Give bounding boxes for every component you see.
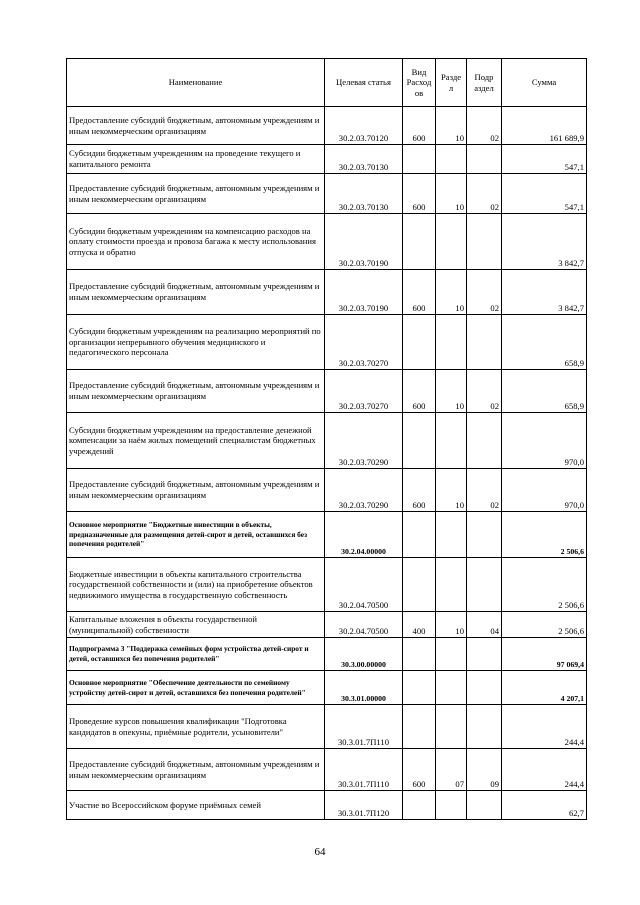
row-pr: 02 (467, 270, 502, 315)
row-rz: 10 (436, 270, 467, 315)
row-pr: 02 (467, 370, 502, 413)
table-row (67, 370, 587, 413)
row-rz: 10 (436, 612, 467, 638)
row-rz (436, 638, 467, 671)
header-row (67, 59, 587, 107)
table-row (67, 174, 587, 214)
row-vr: 600 (403, 469, 436, 512)
table-row (67, 638, 587, 671)
row-pr (467, 315, 502, 370)
row-sum: 970,0 (502, 413, 587, 469)
row-vr (403, 705, 436, 749)
row-sum: 970,0 (502, 469, 587, 512)
row-sum: 2 506,6 (502, 612, 587, 638)
row-sum: 62,7 (502, 791, 587, 820)
row-target: 30.2.03.70130 (325, 145, 403, 174)
row-pr (467, 145, 502, 174)
table-row (67, 558, 587, 612)
row-sum: 547,1 (502, 174, 587, 214)
row-target: 30.2.03.70130 (325, 174, 403, 214)
row-name: Основное мероприятие "Бюджетные инвестиции в объекты, предназначенные для размещения детей-сирот и детей, оставшихся без попечения родителей" (67, 512, 325, 558)
row-name: Предоставление субсидий бюджетным, автономным учреждениям и иным некоммерческим организациям (67, 469, 325, 512)
row-target: 30.3.01.7П110 (325, 705, 403, 749)
table-row (67, 107, 587, 145)
row-pr (467, 638, 502, 671)
table-row (67, 512, 587, 558)
header-sum: Сумма (502, 59, 587, 107)
row-rz (436, 413, 467, 469)
row-target: 30.3.01.7П110 (325, 749, 403, 791)
row-vr: 600 (403, 270, 436, 315)
row-vr (403, 638, 436, 671)
row-pr (467, 214, 502, 270)
row-sum: 244,4 (502, 705, 587, 749)
row-target: 30.2.03.70270 (325, 315, 403, 370)
budget-table (66, 58, 587, 820)
row-sum: 2 506,6 (502, 558, 587, 612)
row-vr (403, 791, 436, 820)
row-rz: 07 (436, 749, 467, 791)
row-name: Субсидии бюджетным учреждениям на проведение текущего и капитального ремонта (67, 145, 325, 174)
table-row (67, 612, 587, 638)
header-section: Разде л (436, 59, 467, 107)
row-pr (467, 413, 502, 469)
header-subsection: Подр аздел (467, 59, 502, 107)
row-name: Бюджетные инвестиции в объекты капитального строительства государственной собственности и (или) на приобретение объектов недвижимого имущества в государственную собственность (67, 558, 325, 612)
row-target: 30.3.00.00000 (325, 638, 403, 671)
table-row (67, 214, 587, 270)
table-row (67, 749, 587, 791)
row-pr: 04 (467, 612, 502, 638)
row-sum: 547,1 (502, 145, 587, 174)
row-rz (436, 315, 467, 370)
row-pr (467, 558, 502, 612)
row-pr (467, 791, 502, 820)
row-vr (403, 214, 436, 270)
row-sum: 244,4 (502, 749, 587, 791)
row-name: Субсидии бюджетным учреждениям на реализацию мероприятий по организации непрерывного обучения медицинского и педагогического персонала (67, 315, 325, 370)
row-vr (403, 512, 436, 558)
row-name: Предоставление субсидий бюджетным, автономным учреждениям и иным некоммерческим организациям (67, 749, 325, 791)
row-vr: 600 (403, 174, 436, 214)
row-sum: 658,9 (502, 315, 587, 370)
row-rz: 10 (436, 107, 467, 145)
row-name: Предоставление субсидий бюджетным, автономным учреждениям и иным некоммерческим организациям (67, 174, 325, 214)
row-name: Предоставление субсидий бюджетным, автономным учреждениям и иным некоммерческим организациям (67, 270, 325, 315)
row-vr: 600 (403, 107, 436, 145)
row-target: 30.2.03.70120 (325, 107, 403, 145)
row-vr (403, 671, 436, 705)
row-name: Субсидии бюджетным учреждениям на компенсацию расходов на оплату стоимости проезда и провоза багажа к месту использования отпуска и обратно (67, 214, 325, 270)
row-sum: 2 506,6 (502, 512, 587, 558)
row-rz (436, 705, 467, 749)
row-sum: 3 842,7 (502, 214, 587, 270)
table-row (67, 315, 587, 370)
row-pr: 02 (467, 174, 502, 214)
table-row (67, 413, 587, 469)
row-rz (436, 214, 467, 270)
row-sum: 658,9 (502, 370, 587, 413)
row-pr: 09 (467, 749, 502, 791)
row-target: 30.2.03.70290 (325, 469, 403, 512)
row-target: 30.2.03.70190 (325, 270, 403, 315)
row-rz (436, 558, 467, 612)
row-target: 30.2.04.00000 (325, 512, 403, 558)
row-rz (436, 791, 467, 820)
row-sum: 3 842,7 (502, 270, 587, 315)
row-pr: 02 (467, 107, 502, 145)
row-target: 30.2.03.70270 (325, 370, 403, 413)
row-rz (436, 512, 467, 558)
row-sum: 161 689,9 (502, 107, 587, 145)
table-row (67, 145, 587, 174)
row-vr (403, 413, 436, 469)
row-sum: 4 207,1 (502, 671, 587, 705)
header-expense-type: Вид Расход ов (403, 59, 436, 107)
row-vr: 600 (403, 370, 436, 413)
row-target: 30.3.01.00000 (325, 671, 403, 705)
table-row (67, 469, 587, 512)
row-vr: 600 (403, 749, 436, 791)
row-name: Предоставление субсидий бюджетным, автономным учреждениям и иным некоммерческим организациям (67, 370, 325, 413)
row-name: Предоставление субсидий бюджетным, автономным учреждениям и иным некоммерческим организациям (67, 107, 325, 145)
table-row (67, 671, 587, 705)
row-target: 30.2.04.70500 (325, 558, 403, 612)
row-pr (467, 705, 502, 749)
table-row (67, 791, 587, 820)
row-pr (467, 512, 502, 558)
page-number: 64 (314, 846, 326, 858)
row-sum: 97 069,4 (502, 638, 587, 671)
row-vr (403, 145, 436, 174)
row-name: Субсидии бюджетным учреждениям на предоставление денежной компенсации за наём жилых помещений специалистам бюджетных учреждений (67, 413, 325, 469)
row-rz: 10 (436, 174, 467, 214)
row-vr (403, 315, 436, 370)
header-name: Наименование (67, 59, 325, 107)
row-rz: 10 (436, 469, 467, 512)
row-name: Участие во Всероссийском форуме приёмных семей (67, 791, 325, 820)
header-target: Целевая статья (325, 59, 403, 107)
table-row (67, 270, 587, 315)
row-rz (436, 145, 467, 174)
row-target: 30.2.04.70500 (325, 612, 403, 638)
row-name: Подпрограмма 3 "Поддержка семейных форм устройства детей-сирот и детей, оставшихся без попечения родителей" (67, 638, 325, 671)
row-rz (436, 671, 467, 705)
row-pr (467, 671, 502, 705)
row-name: Основное мероприятие "Обеспечение деятельности по семейному устройству детей-сирот и детей, оставшихся без попечения родителей" (67, 671, 325, 705)
row-target: 30.2.03.70290 (325, 413, 403, 469)
table-row (67, 705, 587, 749)
row-vr (403, 558, 436, 612)
row-target: 30.3.01.7П120 (325, 791, 403, 820)
row-name: Капитальные вложения в объекты государственной (муниципальной) собственности (67, 612, 325, 638)
row-rz: 10 (436, 370, 467, 413)
row-target: 30.2.03.70190 (325, 214, 403, 270)
row-name: Проведение курсов повышения квалификации "Подготовка кандидатов в опекуны, приёмные родители, усыновители" (67, 705, 325, 749)
row-pr: 02 (467, 469, 502, 512)
row-vr: 400 (403, 612, 436, 638)
